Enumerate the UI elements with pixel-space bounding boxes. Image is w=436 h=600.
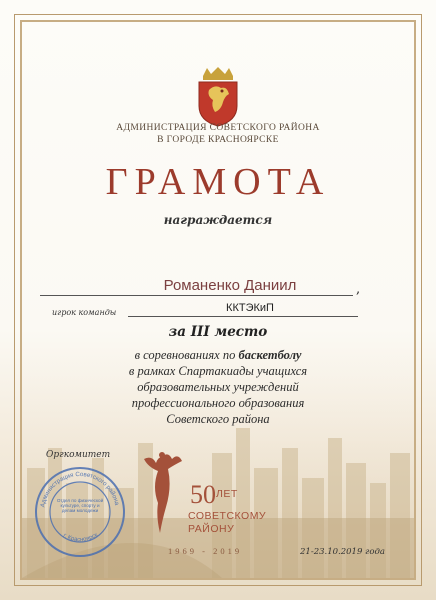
description-line-3: образовательных учреждений [137,380,299,394]
name-underline [40,295,353,296]
stamp-bottom-text: г. Красноярск [62,532,99,544]
team-name: ККТЭКиП [226,302,274,314]
team-underline [128,316,358,317]
awarded-label: награждается [163,213,273,227]
recipient-name: Романенко Даниил [163,277,297,294]
stamp-inner-text: Отдел по физической культуре, спорту и делам молодежи [56,498,104,513]
description-line-1: в соревнованиях по баскетболу [134,348,302,362]
team-label: игрок команды [52,308,117,317]
organizing-committee-label: Оргкомитет [46,450,111,460]
anniversary-line-2: СОВЕТСКОМУ [188,510,267,522]
description-line-5: Советского района [166,412,270,426]
certificate-title: ГРАМОТА [105,161,331,203]
anniversary-number: 50 [190,480,216,509]
angel-statue-icon [138,447,186,537]
stamp-outer-text: Администрация Советского района [39,470,121,508]
place-awarded: за III место [168,324,268,340]
anniversary-years: 1969 - 2019 [168,546,243,556]
coat-of-arms-icon [191,66,245,128]
anniversary-word: ЛЕТ [216,488,238,500]
anniversary-line-3: РАЙОНУ [188,523,235,535]
sport-name: баскетболу [238,348,302,362]
official-stamp [30,462,130,562]
event-date: 21-23.10.2019 года [300,547,385,557]
issuer-line-2: В ГОРОДЕ КРАСНОЯРСКЕ [157,135,279,145]
svg-text:г. Красноярск [62,532,99,543]
issuer-line-1: АДМИНИСТРАЦИЯ СОВЕТСКОГО РАЙОНА [116,123,320,133]
description-line-2: в рамках Спартакиады учащихся [128,364,308,378]
name-comma: , [356,282,361,297]
description-line-4: профессионального образования [131,396,305,410]
